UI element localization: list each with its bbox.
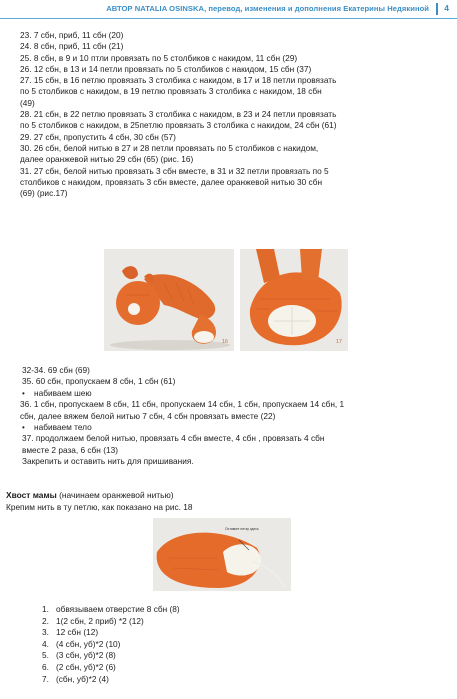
row-line: (49) xyxy=(20,97,35,108)
list-text: (4 сбн, уб)*2 (10) xyxy=(56,638,121,649)
bullet-icon: • xyxy=(22,388,25,398)
list-text: (сбн, уб)*2 (4) xyxy=(56,673,109,684)
list-number: 6. xyxy=(42,661,49,672)
row-line: 24. 8 сбн, приб, 11 сбн (21) xyxy=(20,41,124,52)
header-divider xyxy=(436,3,438,15)
row-line: 28. 21 сбн, в 22 петлю провязать 3 столбика с накидом, в 23 и 24 петли провязать xyxy=(20,109,337,120)
tail-steps-list xyxy=(42,604,180,685)
list-number: 4. xyxy=(42,638,49,649)
figure-17-number: 17 xyxy=(335,339,342,345)
list-text: обвязываем отверстие 8 сбн (8) xyxy=(56,604,180,614)
row-line: 29. 27 сбн, пропустить 4 сбн, 30 сбн (57) xyxy=(20,131,176,142)
row-line: 25. 8 сбн, в 9 и 10 птли провязать по 5 столбиков с накидом, 11 сбн (29) xyxy=(20,52,298,63)
row-line: по 5 столбиков с накидом, в 19 петлю провязать 3 столбика с накидом, 18 сбн xyxy=(20,86,322,97)
rows-32-37 xyxy=(22,365,456,468)
row-line: сбн, далее вяжем белой нитью 7 сбн, 4 сбн провязать вместе (22) xyxy=(20,410,276,421)
list-text: 12 сбн (12) xyxy=(56,627,99,638)
list-number: 5. xyxy=(42,650,49,661)
list-text: (2 сбн, уб)*2 (6) xyxy=(56,661,116,672)
list-item xyxy=(42,616,180,628)
list-text: 1(2 сбн, 2 приб) *2 (12) xyxy=(56,615,144,626)
list-item xyxy=(42,650,180,662)
list-item xyxy=(42,662,180,674)
figure-18-note: Оставьте нитку здесь xyxy=(225,527,259,531)
row-line: столбиков с накидом, провязать 3 сбн вместе, далее оранжевой нитью 30 сбн xyxy=(20,176,323,187)
list-item xyxy=(42,639,180,651)
row-line: 30. 26 сбн, белой нитью в 27 и 28 петли провязать по 5 столбиков с накидом, xyxy=(20,142,319,153)
figure-16-number: 16 xyxy=(221,339,228,345)
bullet-text: набиваем тело xyxy=(34,422,92,433)
page-header xyxy=(0,0,457,19)
row-line: (69) (рис.17) xyxy=(20,188,68,199)
row-line: 36. 1 сбн, пропускаем 8 сбн, 11 сбн, пропускаем 14 сбн, 1 сбн, пропускаем 14 сбн, 1 xyxy=(20,399,345,410)
tail-heading-bold: Хвост мамы xyxy=(6,490,57,500)
row-line: 35. 60 сбн, пропускаем 8 сбн, 1 сбн (61) xyxy=(22,376,176,387)
list-number: 3. xyxy=(42,627,49,638)
rows-23-31 xyxy=(20,30,454,199)
figure-17-photo xyxy=(240,249,348,351)
row-line: 23. 7 сбн, приб, 11 сбн (20) xyxy=(20,30,124,40)
fox-body-illustration xyxy=(240,249,348,351)
bullet-item xyxy=(22,388,456,399)
row-line: 26. 12 сбн, в 13 и 14 петли провязать по 5 столбиков с накидом, 15 сбн (37) xyxy=(20,63,312,74)
tail-heading-rest: (начинаем оранжевой нитью) xyxy=(56,490,174,500)
row-line: 31. 27 сбн, белой нитью провязать 3 сбн вместе, в 31 и 32 петли провязать по 5 xyxy=(20,165,329,176)
list-number: 2. xyxy=(42,615,49,626)
list-text: (3 сбн, уб)*2 (8) xyxy=(56,650,116,661)
figure-16-photo xyxy=(104,249,234,351)
bullet-text: набиваем шею xyxy=(34,387,92,398)
row-line: по 5 столбиков с накидом, в 25петлю провязать 3 столбика с накидом, 24 сбн (61) xyxy=(20,120,337,131)
row-line: Закрепить и оставить нить для пришивания. xyxy=(22,456,194,467)
row-line: 37. продолжаем белой нитью, провязать 4 сбн вместе, 4 сбн , провязать 4 сбн xyxy=(22,433,325,444)
tail-instruction: Крепим нить в ту петлю, как показано на рис. 18 xyxy=(6,502,193,512)
list-item xyxy=(42,604,180,616)
row-line: далее оранжевой нитью 29 сбн (65) (рис. 16) xyxy=(20,154,194,165)
list-item xyxy=(42,627,180,639)
row-line: 32-34. 69 сбн (69) xyxy=(22,365,90,375)
row-line: 27. 15 сбн, в 16 петлю провязать 3 столбика с накидом, в 17 и 18 петли провязать xyxy=(20,75,337,86)
fox-tail-attach-illustration xyxy=(153,518,291,591)
bullet-icon: • xyxy=(22,423,25,433)
bullet-item xyxy=(22,422,456,433)
header-title: АВТОР NATALIA OSINSKA, перевод, изменения и дополнения Екатерины Недякиной xyxy=(106,4,429,13)
list-number: 1. xyxy=(42,604,49,614)
tail-heading xyxy=(6,490,174,500)
row-line: вместе 2 раза, 6 сбн (13) xyxy=(22,444,118,455)
list-number: 7. xyxy=(42,673,49,684)
page-number: 4 xyxy=(444,3,449,13)
fox-head-illustration xyxy=(104,249,234,351)
figure-18-photo xyxy=(153,518,291,591)
list-item xyxy=(42,674,180,686)
